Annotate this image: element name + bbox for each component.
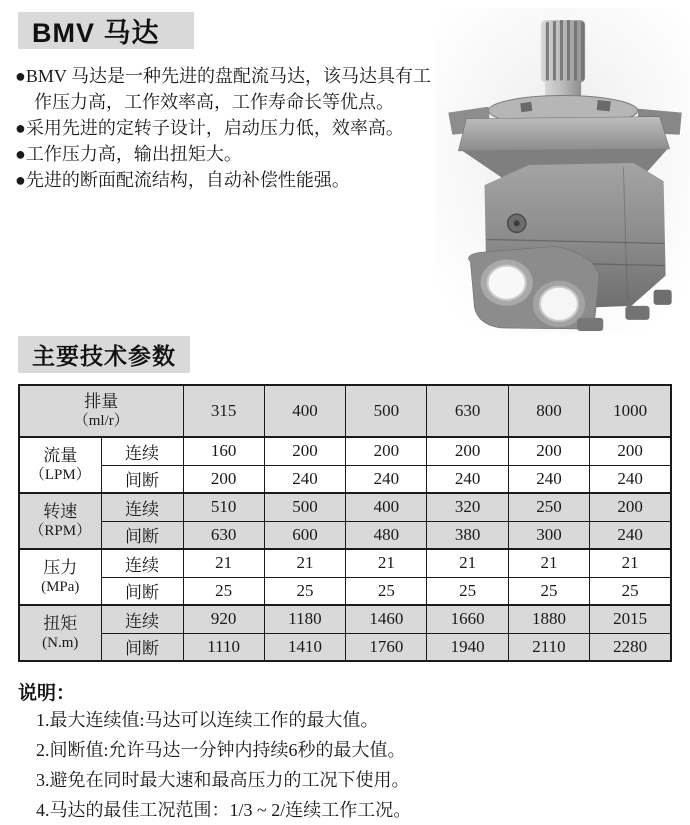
feature-text: 先进的断面配流结构，自动补偿性能强。 bbox=[25, 170, 350, 190]
spec-cell: 240 bbox=[590, 465, 671, 493]
param-cell-pressure bbox=[19, 549, 101, 605]
feature-text: 采用先进的定转子设计，启动压力低，效率高。 bbox=[25, 118, 404, 138]
spec-cell: 630 bbox=[183, 521, 264, 549]
spec-cell: 25 bbox=[346, 577, 427, 605]
spec-cell: 1460 bbox=[346, 605, 427, 633]
spec-cell: 480 bbox=[346, 521, 427, 549]
spec-cell: 240 bbox=[264, 465, 345, 493]
spec-cell: 240 bbox=[590, 521, 671, 549]
mode-label: 连续 bbox=[101, 493, 183, 521]
mode-label: 间断 bbox=[101, 521, 183, 549]
spec-cell: 380 bbox=[427, 521, 508, 549]
param-label: 扭矩 bbox=[43, 614, 78, 633]
spec-cell: 160 bbox=[183, 437, 264, 465]
bullet-icon: ● bbox=[15, 66, 26, 86]
param-label: 压力 bbox=[43, 558, 78, 577]
note-item: 2.间断值:允许马达一分钟内持续6秒的最大值。 bbox=[36, 740, 406, 760]
feature-item bbox=[15, 115, 439, 141]
spec-cell: 500 bbox=[264, 493, 345, 521]
param-cell-flow bbox=[19, 437, 101, 493]
feature-item bbox=[15, 167, 439, 193]
section-title-parameters bbox=[18, 336, 190, 373]
spec-cell: 510 bbox=[183, 493, 264, 521]
param-cell-speed bbox=[19, 493, 101, 549]
spec-cell: 200 bbox=[264, 437, 345, 465]
page-title-text: BMV 马达 bbox=[32, 18, 160, 48]
spec-cell: 320 bbox=[427, 493, 508, 521]
spec-cell: 1880 bbox=[508, 605, 589, 633]
notes-title: 说明： bbox=[18, 683, 76, 704]
column-header: 500 bbox=[346, 385, 427, 437]
spec-cell: 25 bbox=[427, 577, 508, 605]
feature-item bbox=[15, 63, 439, 115]
column-header: 630 bbox=[427, 385, 508, 437]
hydraulic-motor-illustration bbox=[436, 8, 690, 332]
spec-cell: 2110 bbox=[508, 633, 589, 661]
table-row bbox=[19, 437, 671, 465]
feature-item bbox=[15, 141, 439, 167]
param-label: 转速 bbox=[43, 502, 78, 521]
mode-label: 连续 bbox=[101, 605, 183, 633]
table-row bbox=[19, 549, 671, 577]
motor-product-photo bbox=[436, 8, 690, 332]
spec-cell: 25 bbox=[264, 577, 345, 605]
notes-list bbox=[36, 705, 656, 825]
spec-cell: 200 bbox=[183, 465, 264, 493]
mode-label: 连续 bbox=[101, 437, 183, 465]
mode-label: 间断 bbox=[101, 633, 183, 661]
spec-cell: 240 bbox=[508, 465, 589, 493]
section-title-text: 主要技术参数 bbox=[32, 343, 176, 369]
mode-label: 连续 bbox=[101, 549, 183, 577]
spec-cell: 200 bbox=[427, 437, 508, 465]
displacement-label: 排量 bbox=[84, 392, 119, 411]
page-title bbox=[18, 12, 194, 49]
port-block bbox=[469, 246, 600, 329]
spec-cell: 600 bbox=[264, 521, 345, 549]
spec-cell: 200 bbox=[590, 493, 671, 521]
note-item: 4.马达的最佳工况范围：1/3 ~ 2/连续工作工况。 bbox=[36, 800, 412, 820]
bullet-icon: ● bbox=[15, 118, 26, 138]
splined-shaft bbox=[541, 20, 585, 108]
note-item: 3.避免在同时最大速和最高压力的工况下使用。 bbox=[36, 770, 410, 790]
spec-cell: 2280 bbox=[590, 633, 671, 661]
spec-cell: 400 bbox=[346, 493, 427, 521]
spec-cell: 25 bbox=[508, 577, 589, 605]
table-row bbox=[19, 521, 671, 549]
displacement-header-cell bbox=[19, 385, 183, 437]
spec-cell: 2015 bbox=[590, 605, 671, 633]
column-header: 315 bbox=[183, 385, 264, 437]
bullet-icon: ● bbox=[15, 170, 26, 190]
spec-cell: 1940 bbox=[427, 633, 508, 661]
spec-table bbox=[18, 384, 672, 662]
spec-cell: 25 bbox=[183, 577, 264, 605]
feature-text: BMV 马达是一种先进的盘配流马达，该马达具有工作压力高，工作效率高，工作寿命长等优点。 bbox=[25, 66, 432, 112]
spec-cell: 21 bbox=[346, 549, 427, 577]
spec-cell: 1110 bbox=[183, 633, 264, 661]
table-row bbox=[19, 605, 671, 633]
mode-label: 间断 bbox=[101, 577, 183, 605]
spec-cell: 200 bbox=[508, 437, 589, 465]
mode-label: 间断 bbox=[101, 465, 183, 493]
spec-cell: 920 bbox=[183, 605, 264, 633]
feature-text: 工作压力高，输出扭矩大。 bbox=[25, 144, 242, 164]
spec-cell: 240 bbox=[427, 465, 508, 493]
spec-cell: 240 bbox=[346, 465, 427, 493]
spec-cell: 21 bbox=[590, 549, 671, 577]
table-row bbox=[19, 633, 671, 661]
spec-cell: 1660 bbox=[427, 605, 508, 633]
spec-cell: 25 bbox=[590, 577, 671, 605]
spec-cell: 300 bbox=[508, 521, 589, 549]
spec-cell: 1410 bbox=[264, 633, 345, 661]
column-header: 400 bbox=[264, 385, 345, 437]
spec-cell: 1180 bbox=[264, 605, 345, 633]
table-header-row bbox=[19, 385, 671, 437]
bullet-icon: ● bbox=[15, 144, 26, 164]
displacement-unit: （ml/r） bbox=[73, 413, 129, 430]
spec-cell: 200 bbox=[590, 437, 671, 465]
feature-list bbox=[15, 63, 439, 193]
spec-cell: 21 bbox=[264, 549, 345, 577]
spec-cell: 1760 bbox=[346, 633, 427, 661]
column-header: 1000 bbox=[590, 385, 671, 437]
param-cell-torque bbox=[19, 605, 101, 661]
table-row bbox=[19, 493, 671, 521]
param-unit: (N.m) bbox=[42, 635, 79, 652]
spec-cell: 21 bbox=[183, 549, 264, 577]
param-unit: (MPa) bbox=[41, 579, 80, 596]
param-unit: （LPM） bbox=[29, 467, 91, 484]
table-row bbox=[19, 577, 671, 605]
note-item: 1.最大连续值:马达可以连续工作的最大值。 bbox=[36, 710, 379, 730]
spec-cell: 21 bbox=[427, 549, 508, 577]
column-header: 800 bbox=[508, 385, 589, 437]
param-unit: （RPM） bbox=[29, 523, 92, 540]
param-label: 流量 bbox=[43, 446, 78, 465]
spec-cell: 250 bbox=[508, 493, 589, 521]
spec-cell: 200 bbox=[346, 437, 427, 465]
table-row bbox=[19, 465, 671, 493]
spec-cell: 21 bbox=[508, 549, 589, 577]
